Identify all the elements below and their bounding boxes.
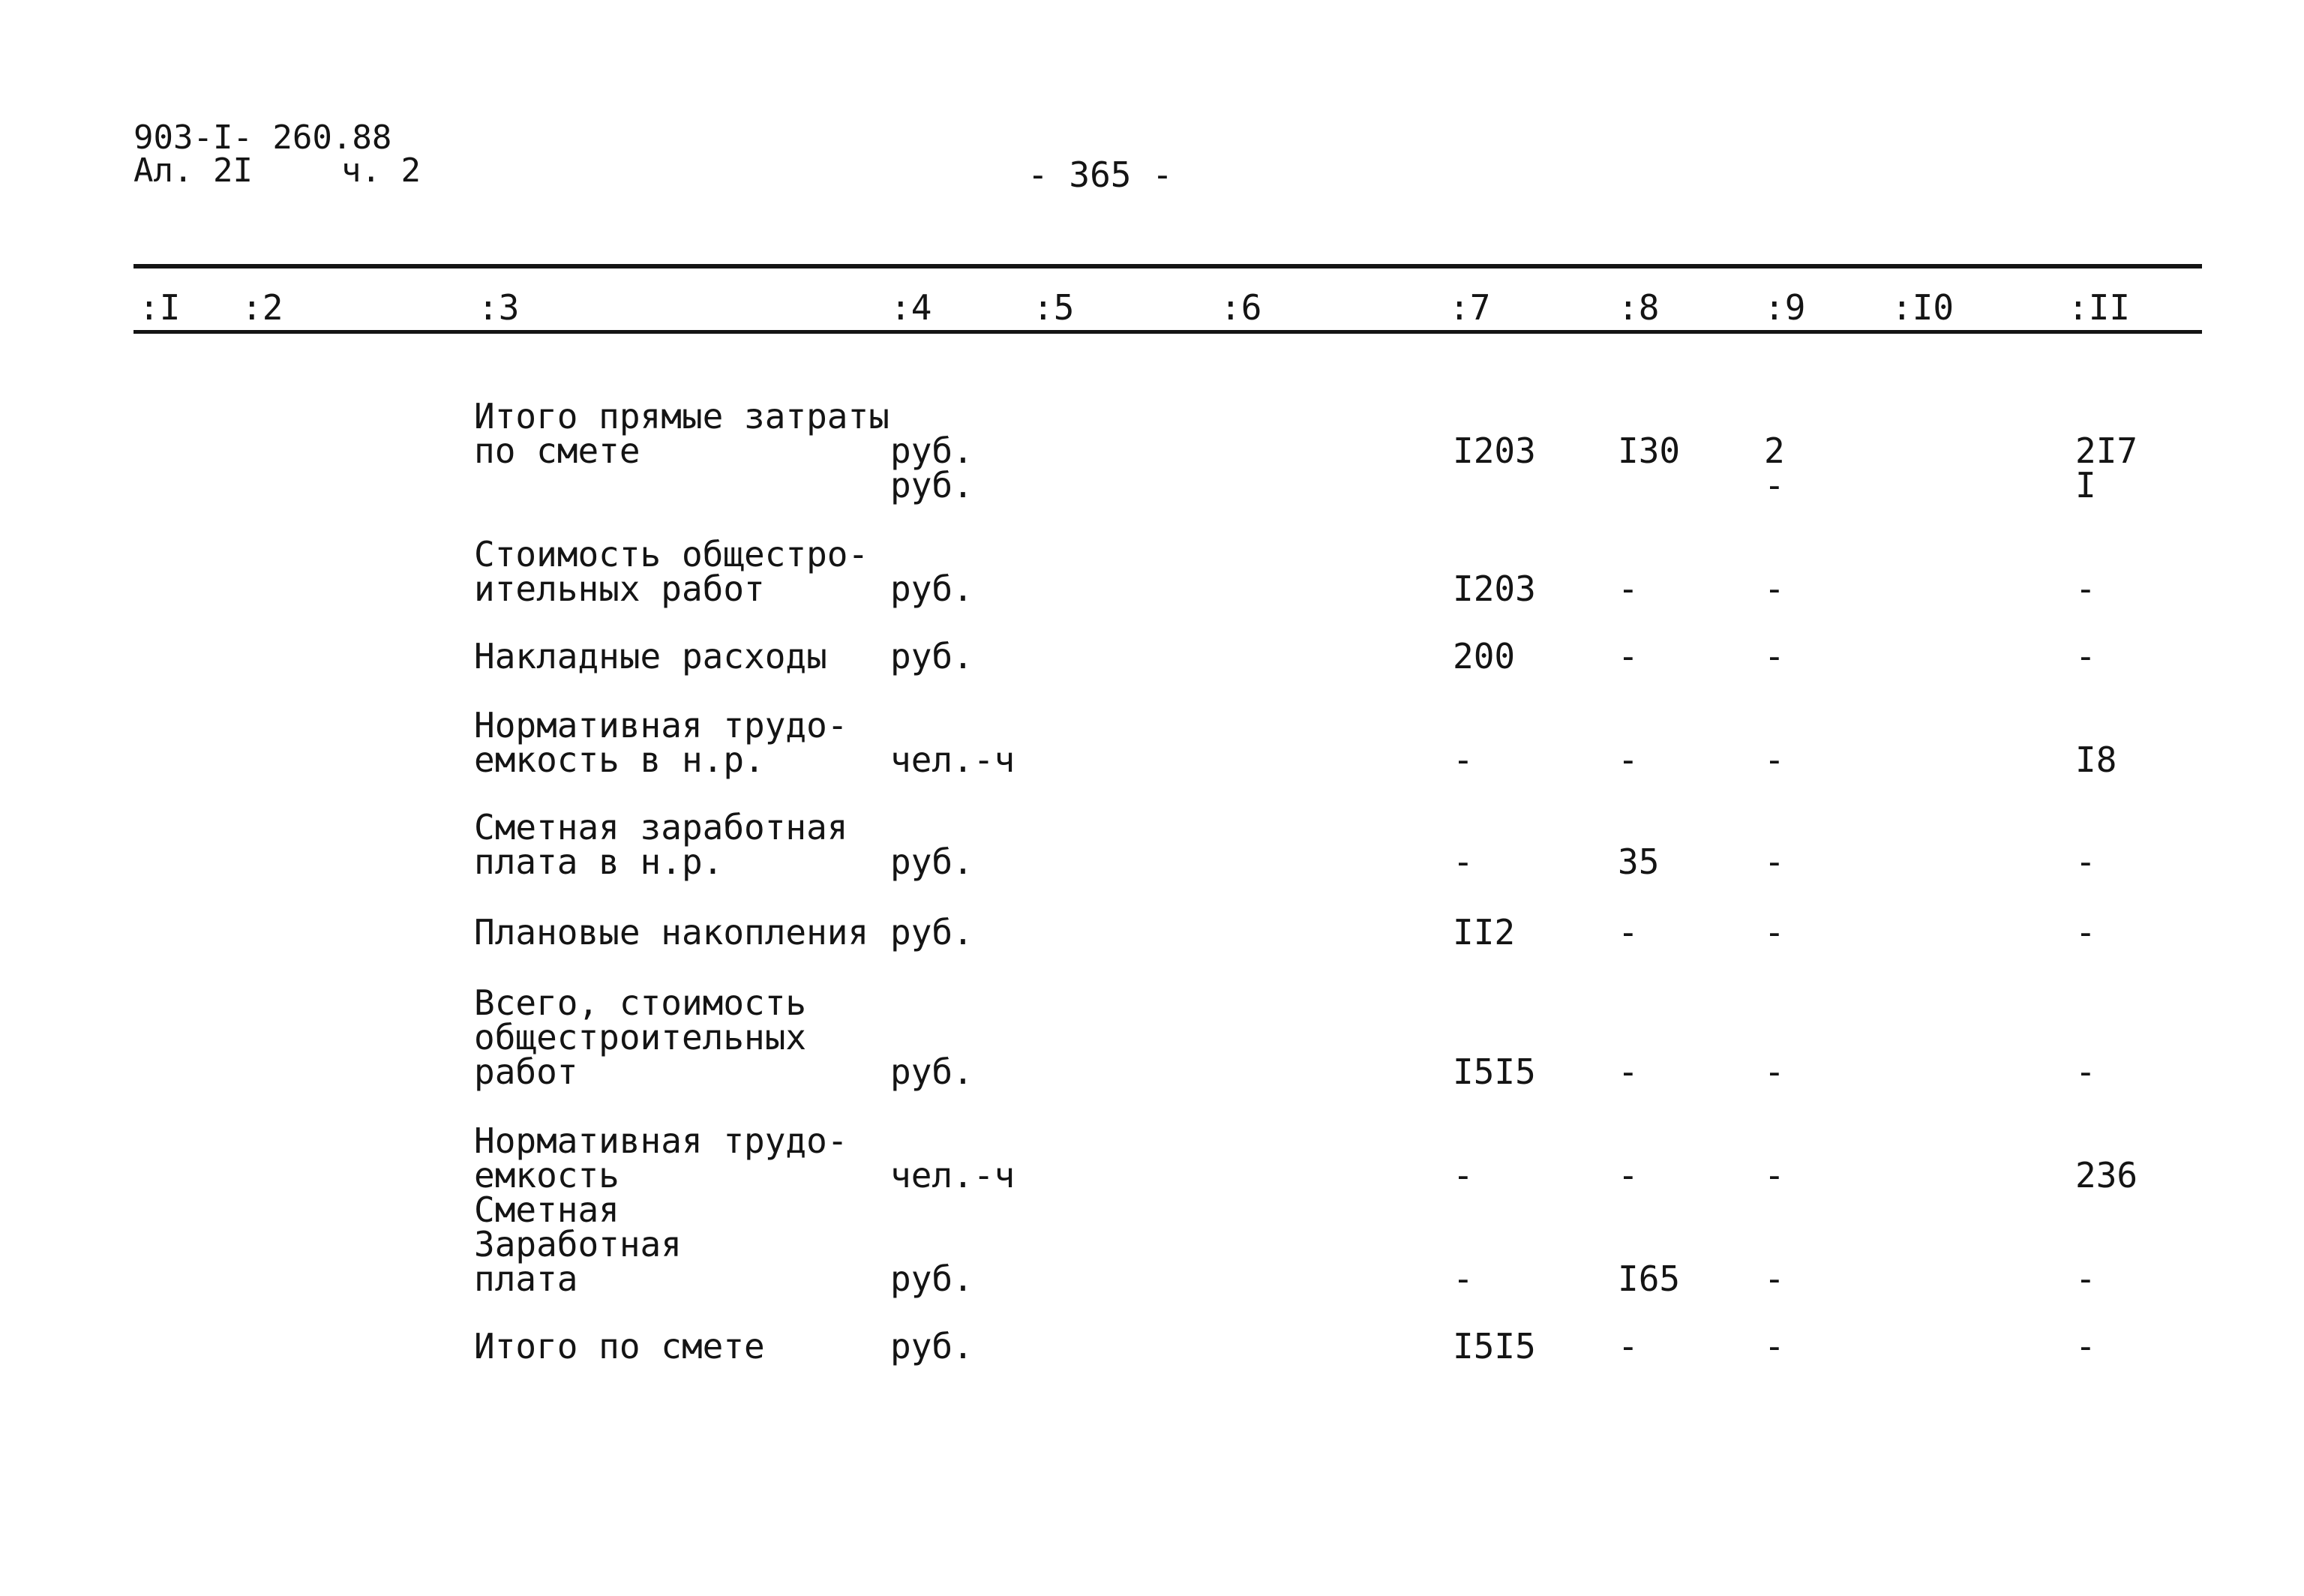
part-number: ч. 2 <box>341 152 421 190</box>
row-col8: - <box>1618 636 1639 676</box>
row-col7: - <box>1453 1155 1474 1196</box>
row-col11: I8 <box>2075 740 2117 780</box>
column-header-2: :2 <box>242 287 284 328</box>
column-header-3: :3 <box>478 287 520 328</box>
row-col11: - <box>2075 568 2096 609</box>
row-label: Сметная Заработная плата <box>474 1190 682 1299</box>
row-col7: - <box>1453 1258 1474 1299</box>
row-label: Плановые накопления <box>474 912 869 952</box>
row-col8: 35 <box>1618 842 1660 882</box>
row-unit: чел.-ч <box>890 1155 1016 1196</box>
row-col7: I203 <box>1453 568 1536 609</box>
page-number: - 365 - <box>1028 154 1173 195</box>
row-col7: I203 <box>1453 430 1536 471</box>
row-unit: руб. руб. <box>890 430 974 506</box>
row-label: Нормативная трудо- емкость в н.р. <box>474 705 848 780</box>
row-label: Стоимость общестро- ительных работ <box>474 534 869 609</box>
row-col8: - <box>1618 1052 1639 1092</box>
row-label: Нормативная трудо- емкость <box>474 1120 848 1196</box>
column-header-6: :6 <box>1220 287 1262 328</box>
row-col9: - <box>1764 912 1785 952</box>
row-label: Итого по смете <box>474 1326 765 1366</box>
row-unit: чел.-ч <box>890 740 1016 780</box>
column-header-4: :4 <box>890 287 932 328</box>
column-header-10: :I0 <box>1892 287 1954 328</box>
row-col9: - <box>1764 568 1785 609</box>
document-code: 903-I- 260.88 <box>134 118 392 157</box>
row-col9: - <box>1764 1155 1785 1196</box>
row-col11: - <box>2075 1258 2096 1299</box>
row-col7: II2 <box>1453 912 1516 952</box>
row-unit: руб. <box>890 1326 974 1366</box>
row-unit: руб. <box>890 568 974 609</box>
row-unit: руб. <box>890 636 974 676</box>
row-col11: - <box>2075 912 2096 952</box>
row-unit: руб. <box>890 912 974 952</box>
row-label: Накладные расходы <box>474 636 827 676</box>
row-label: Всего, стоимость общестроительных работ <box>474 982 807 1092</box>
row-col8: - <box>1618 1326 1639 1366</box>
row-col11: - <box>2075 1326 2096 1366</box>
row-col7: 200 <box>1453 636 1516 676</box>
row-col9: - <box>1764 636 1785 676</box>
row-col11: - <box>2075 842 2096 882</box>
column-header-9: :9 <box>1764 287 1806 328</box>
row-col9: - <box>1764 842 1785 882</box>
row-col8: - <box>1618 1155 1639 1196</box>
row-col8: - <box>1618 912 1639 952</box>
row-col8: I65 <box>1618 1258 1681 1299</box>
column-header-7: :7 <box>1449 287 1491 328</box>
row-col11: - <box>2075 1052 2096 1092</box>
column-header-8: :8 <box>1618 287 1660 328</box>
column-header-11: :II <box>2068 287 2131 328</box>
row-label: Итого прямые затраты по смете <box>474 396 890 471</box>
row-col7: I5I5 <box>1453 1326 1536 1366</box>
row-col9: - <box>1764 1052 1785 1092</box>
row-col8: - <box>1618 568 1639 609</box>
row-col7: - <box>1453 740 1474 780</box>
row-col8: - <box>1618 740 1639 780</box>
row-label: Сметная заработная плата в н.р. <box>474 807 848 882</box>
table-header-rule <box>134 330 2202 334</box>
column-header-5: :5 <box>1033 287 1075 328</box>
row-col9: - <box>1764 740 1785 780</box>
row-col11: 2I7 I <box>2075 430 2138 506</box>
row-unit: руб. <box>890 842 974 882</box>
album-number: Ал. 2I <box>134 152 253 190</box>
row-col9: 2 - <box>1764 430 1785 506</box>
row-col11: 236 <box>2075 1155 2138 1196</box>
row-col9: - <box>1764 1326 1785 1366</box>
row-col8: I30 <box>1618 430 1681 471</box>
row-unit: руб. <box>890 1052 974 1092</box>
column-header-1: :I <box>139 287 181 328</box>
row-unit: руб. <box>890 1258 974 1299</box>
row-col9: - <box>1764 1258 1785 1299</box>
table-top-rule <box>134 264 2202 268</box>
row-col11: - <box>2075 636 2096 676</box>
row-col7: I5I5 <box>1453 1052 1536 1092</box>
row-col7: - <box>1453 842 1474 882</box>
